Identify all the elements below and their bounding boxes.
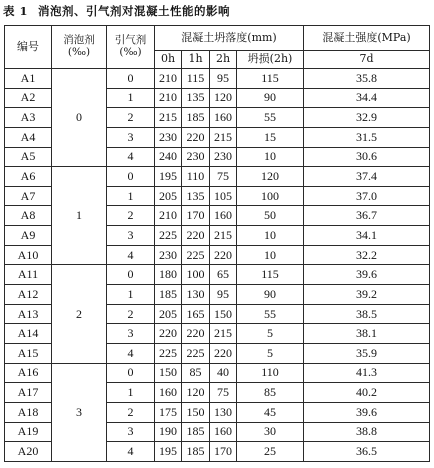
slump-2h-cell: 170	[210, 442, 237, 462]
slump-loss-cell: 15	[237, 127, 304, 147]
slump-loss-cell: 50	[237, 206, 304, 226]
slump-0h-cell: 185	[155, 285, 182, 305]
slump-1h-cell: 135	[182, 88, 210, 108]
defoamer-dose-cell: 2	[52, 265, 107, 363]
air-agent-dose-cell: 0	[107, 69, 155, 89]
slump-loss-cell: 100	[237, 186, 304, 206]
slump-loss-cell: 5	[237, 324, 304, 344]
sample-id-cell: A2	[5, 88, 52, 108]
slump-1h-cell: 225	[182, 245, 210, 265]
slump-0h-cell: 195	[155, 442, 182, 462]
slump-0h-cell: 190	[155, 422, 182, 442]
strength-7d-cell: 39.6	[304, 402, 430, 422]
slump-2h-cell: 40	[210, 363, 237, 383]
table-row	[5, 363, 430, 383]
slump-loss-cell: 85	[237, 383, 304, 403]
air-agent-dose-cell: 3	[107, 422, 155, 442]
sample-id-cell: A20	[5, 442, 52, 462]
slump-2h-cell: 75	[210, 167, 237, 187]
sample-id-cell: A13	[5, 304, 52, 324]
sample-id-cell: A8	[5, 206, 52, 226]
slump-0h-cell: 225	[155, 226, 182, 246]
sample-id-cell: A10	[5, 245, 52, 265]
slump-loss-cell: 115	[237, 69, 304, 89]
slump-1h-cell: 100	[182, 265, 210, 285]
slump-0h-cell: 220	[155, 324, 182, 344]
slump-0h-cell: 240	[155, 147, 182, 167]
slump-loss-cell: 90	[237, 285, 304, 305]
air-agent-dose-cell: 3	[107, 324, 155, 344]
slump-0h-cell: 225	[155, 343, 182, 363]
slump-1h-cell: 220	[182, 324, 210, 344]
slump-2h-cell: 215	[210, 324, 237, 344]
strength-7d-cell: 34.1	[304, 226, 430, 246]
air-agent-dose-cell: 0	[107, 265, 155, 285]
slump-1h-cell: 85	[182, 363, 210, 383]
strength-7d-cell: 39.6	[304, 265, 430, 285]
slump-2h-cell: 120	[210, 88, 237, 108]
slump-1h-cell: 170	[182, 206, 210, 226]
sample-id-cell: A19	[5, 422, 52, 442]
strength-7d-cell: 40.2	[304, 383, 430, 403]
slump-loss-cell: 10	[237, 226, 304, 246]
header-strength-7d: 7d	[304, 51, 430, 69]
slump-2h-cell: 215	[210, 226, 237, 246]
header-air-agent-unit: (‰)	[119, 46, 142, 58]
slump-2h-cell: 105	[210, 186, 237, 206]
slump-0h-cell: 160	[155, 383, 182, 403]
slump-0h-cell: 205	[155, 304, 182, 324]
slump-0h-cell: 180	[155, 265, 182, 285]
sample-id-cell: A7	[5, 186, 52, 206]
slump-loss-cell: 10	[237, 245, 304, 265]
slump-1h-cell: 150	[182, 402, 210, 422]
air-agent-dose-cell: 1	[107, 88, 155, 108]
strength-7d-cell: 32.2	[304, 245, 430, 265]
sample-id-cell: A5	[5, 147, 52, 167]
slump-loss-cell: 10	[237, 147, 304, 167]
slump-1h-cell: 115	[182, 69, 210, 89]
header-defoamer	[52, 26, 107, 69]
header-air-agent-label: 引气剂	[114, 34, 147, 47]
strength-7d-cell: 37.4	[304, 167, 430, 187]
data-table	[4, 25, 430, 462]
slump-0h-cell: 215	[155, 108, 182, 128]
air-agent-dose-cell: 4	[107, 245, 155, 265]
sample-id-cell: A1	[5, 69, 52, 89]
air-agent-dose-cell: 0	[107, 363, 155, 383]
air-agent-dose-cell: 2	[107, 108, 155, 128]
strength-7d-cell: 41.3	[304, 363, 430, 383]
slump-1h-cell: 135	[182, 186, 210, 206]
slump-1h-cell: 225	[182, 343, 210, 363]
slump-2h-cell: 230	[210, 147, 237, 167]
table-number: 表 1	[3, 4, 29, 18]
slump-loss-cell: 110	[237, 363, 304, 383]
strength-7d-cell: 38.5	[304, 304, 430, 324]
slump-0h-cell: 210	[155, 69, 182, 89]
slump-loss-cell: 115	[237, 265, 304, 285]
slump-loss-cell: 120	[237, 167, 304, 187]
slump-2h-cell: 95	[210, 69, 237, 89]
sample-id-cell: A3	[5, 108, 52, 128]
strength-7d-cell: 32.9	[304, 108, 430, 128]
strength-7d-cell: 39.2	[304, 285, 430, 305]
slump-loss-cell: 55	[237, 108, 304, 128]
table-row	[5, 167, 430, 187]
slump-loss-cell: 30	[237, 422, 304, 442]
slump-loss-cell: 5	[237, 343, 304, 363]
sample-id-cell: A16	[5, 363, 52, 383]
strength-7d-cell: 35.8	[304, 69, 430, 89]
sample-id-cell: A17	[5, 383, 52, 403]
slump-1h-cell: 165	[182, 304, 210, 324]
air-agent-dose-cell: 3	[107, 226, 155, 246]
sample-id-cell: A12	[5, 285, 52, 305]
slump-0h-cell: 205	[155, 186, 182, 206]
slump-2h-cell: 160	[210, 108, 237, 128]
sample-id-cell: A11	[5, 265, 52, 285]
slump-1h-cell: 185	[182, 442, 210, 462]
slump-2h-cell: 220	[210, 245, 237, 265]
slump-loss-cell: 25	[237, 442, 304, 462]
table-row	[5, 265, 430, 285]
slump-1h-cell: 185	[182, 108, 210, 128]
strength-7d-cell: 35.9	[304, 343, 430, 363]
air-agent-dose-cell: 4	[107, 147, 155, 167]
sample-id-cell: A18	[5, 402, 52, 422]
defoamer-dose-cell: 1	[52, 167, 107, 265]
sample-id-cell: A9	[5, 226, 52, 246]
strength-7d-cell: 34.4	[304, 88, 430, 108]
slump-2h-cell: 160	[210, 206, 237, 226]
slump-2h-cell: 130	[210, 402, 237, 422]
defoamer-dose-cell: 0	[52, 69, 107, 167]
air-agent-dose-cell: 4	[107, 442, 155, 462]
table-body	[5, 69, 430, 462]
header-defoamer-label: 消泡剂	[63, 34, 95, 47]
slump-0h-cell: 175	[155, 402, 182, 422]
slump-loss-cell: 55	[237, 304, 304, 324]
table-title: 消泡剂、引气剂对混凝土性能的影响	[38, 4, 231, 18]
table-row	[5, 69, 430, 89]
header-id: 编号	[5, 26, 52, 69]
air-agent-dose-cell: 4	[107, 343, 155, 363]
strength-7d-cell: 31.5	[304, 127, 430, 147]
slump-0h-cell: 150	[155, 363, 182, 383]
air-agent-dose-cell: 1	[107, 186, 155, 206]
strength-7d-cell: 36.5	[304, 442, 430, 462]
slump-1h-cell: 220	[182, 127, 210, 147]
slump-2h-cell: 160	[210, 422, 237, 442]
sample-id-cell: A6	[5, 167, 52, 187]
header-slump-1h: 1h	[182, 51, 210, 69]
slump-0h-cell: 210	[155, 206, 182, 226]
defoamer-dose-cell: 3	[52, 363, 107, 461]
sample-id-cell: A4	[5, 127, 52, 147]
slump-0h-cell: 210	[155, 88, 182, 108]
air-agent-dose-cell: 2	[107, 402, 155, 422]
strength-7d-cell: 38.8	[304, 422, 430, 442]
slump-0h-cell: 195	[155, 167, 182, 187]
strength-7d-cell: 36.7	[304, 206, 430, 226]
header-air-agent	[107, 26, 155, 69]
slump-2h-cell: 65	[210, 265, 237, 285]
header-slump: 混凝土坍落度(mm)	[155, 26, 304, 51]
slump-0h-cell: 230	[155, 245, 182, 265]
strength-7d-cell: 37.0	[304, 186, 430, 206]
slump-1h-cell: 185	[182, 422, 210, 442]
slump-1h-cell: 230	[182, 147, 210, 167]
air-agent-dose-cell: 1	[107, 383, 155, 403]
sample-id-cell: A15	[5, 343, 52, 363]
air-agent-dose-cell: 3	[107, 127, 155, 147]
sample-id-cell: A14	[5, 324, 52, 344]
strength-7d-cell: 30.6	[304, 147, 430, 167]
header-slump-2h: 2h	[210, 51, 237, 69]
slump-1h-cell: 120	[182, 383, 210, 403]
strength-7d-cell: 38.1	[304, 324, 430, 344]
header-strength: 混凝土强度(MPa)	[304, 26, 430, 51]
table-caption	[3, 3, 230, 17]
slump-0h-cell: 230	[155, 127, 182, 147]
air-agent-dose-cell: 0	[107, 167, 155, 187]
header-slump-0h: 0h	[155, 51, 182, 69]
slump-2h-cell: 220	[210, 343, 237, 363]
air-agent-dose-cell: 1	[107, 285, 155, 305]
slump-1h-cell: 220	[182, 226, 210, 246]
slump-loss-cell: 45	[237, 402, 304, 422]
air-agent-dose-cell: 2	[107, 206, 155, 226]
slump-2h-cell: 95	[210, 285, 237, 305]
slump-loss-cell: 90	[237, 88, 304, 108]
slump-1h-cell: 130	[182, 285, 210, 305]
air-agent-dose-cell: 2	[107, 304, 155, 324]
header-defoamer-unit: (‰)	[67, 46, 91, 58]
slump-2h-cell: 215	[210, 127, 237, 147]
slump-2h-cell: 75	[210, 383, 237, 403]
slump-2h-cell: 150	[210, 304, 237, 324]
slump-1h-cell: 110	[182, 167, 210, 187]
header-slump-loss: 坍损(2h)	[237, 51, 304, 69]
